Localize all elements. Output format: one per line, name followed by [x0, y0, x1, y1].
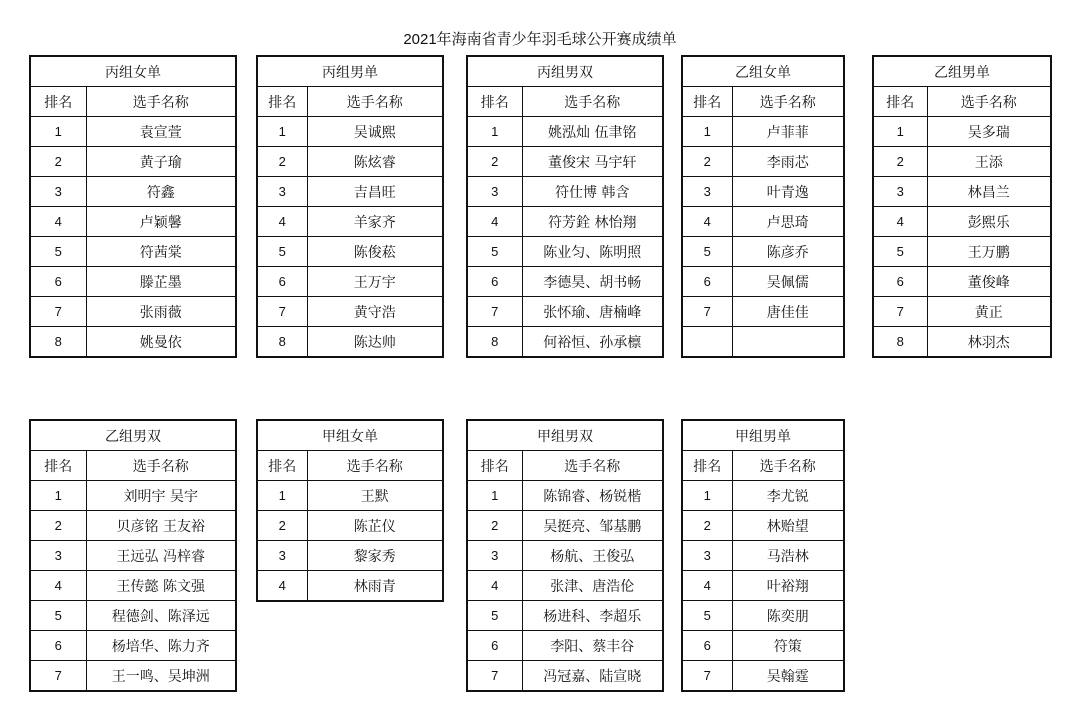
player-cell: 陈锦睿、杨锐楷 [522, 481, 663, 511]
rank-header: 排名 [30, 451, 86, 481]
rank-cell: 2 [257, 147, 307, 177]
player-cell: 姚曼依 [86, 327, 236, 358]
table-row [467, 631, 663, 661]
table-row [257, 571, 443, 602]
rank-cell: 4 [257, 571, 307, 602]
event-title-row [467, 420, 663, 451]
rank-cell: 6 [682, 267, 732, 297]
rank-cell: 6 [467, 267, 522, 297]
column-header-row [682, 87, 844, 117]
table-row [257, 297, 443, 327]
rank-cell: 6 [873, 267, 927, 297]
player-cell: 王万鹏 [927, 237, 1051, 267]
rank-cell: 8 [30, 327, 86, 358]
rank-cell: 5 [30, 237, 86, 267]
player-header: 选手名称 [522, 87, 663, 117]
rank-cell: 8 [467, 327, 522, 358]
table-row [30, 147, 236, 177]
table-row [30, 541, 236, 571]
player-cell: 吴诚熙 [307, 117, 443, 147]
rank-header: 排名 [682, 87, 732, 117]
player-cell: 叶裕翔 [732, 571, 844, 601]
table-row [30, 237, 236, 267]
player-header: 选手名称 [522, 451, 663, 481]
player-cell: 李雨芯 [732, 147, 844, 177]
event-title-row [257, 420, 443, 451]
rank-cell: 1 [682, 481, 732, 511]
table-row [467, 481, 663, 511]
player-header: 选手名称 [732, 451, 844, 481]
table-row [467, 571, 663, 601]
event-name: 乙组男双 [30, 420, 236, 451]
table-row [467, 541, 663, 571]
rank-cell: 4 [30, 571, 86, 601]
event-title-row [30, 56, 236, 87]
table-row [467, 327, 663, 358]
event-name: 甲组男单 [682, 420, 844, 451]
table-row [682, 267, 844, 297]
table-row [257, 267, 443, 297]
table-row [467, 267, 663, 297]
table-row [30, 177, 236, 207]
rank-cell: 1 [30, 117, 86, 147]
table-row [257, 327, 443, 358]
rank-cell: 1 [30, 481, 86, 511]
player-header: 选手名称 [86, 87, 236, 117]
player-cell: 王一鸣、吴坤洲 [86, 661, 236, 692]
player-cell: 董俊宋 马宇轩 [522, 147, 663, 177]
player-cell: 唐佳佳 [732, 297, 844, 327]
rank-cell: 5 [467, 601, 522, 631]
table-row [467, 511, 663, 541]
player-cell: 杨培华、陈力齐 [86, 631, 236, 661]
event-table [681, 55, 845, 358]
rank-cell: 3 [873, 177, 927, 207]
rank-header: 排名 [467, 87, 522, 117]
rank-header: 排名 [682, 451, 732, 481]
rank-cell: 5 [682, 601, 732, 631]
table-row [682, 571, 844, 601]
table-row [682, 631, 844, 661]
rank-cell: 1 [873, 117, 927, 147]
player-header: 选手名称 [307, 87, 443, 117]
table-row [873, 117, 1051, 147]
event-title-row [682, 420, 844, 451]
player-cell: 姚泓灿 伍聿铭 [522, 117, 663, 147]
player-cell: 杨进科、李超乐 [522, 601, 663, 631]
player-cell: 陈业匀、陈明照 [522, 237, 663, 267]
table-row [873, 297, 1051, 327]
rank-cell: 3 [467, 541, 522, 571]
rank-cell: 4 [873, 207, 927, 237]
event-name: 丙组男单 [257, 56, 443, 87]
table-row [682, 147, 844, 177]
document-title: 2021年海南省青少年羽毛球公开赛成绩单 [403, 31, 677, 48]
column-header-row [257, 87, 443, 117]
player-cell: 王远弘 冯梓睿 [86, 541, 236, 571]
player-cell: 林贻望 [732, 511, 844, 541]
rank-cell: 2 [30, 147, 86, 177]
player-cell: 林昌兰 [927, 177, 1051, 207]
player-header: 选手名称 [927, 87, 1051, 117]
event-name: 乙组男单 [873, 56, 1051, 87]
player-cell: 陈彦乔 [732, 237, 844, 267]
column-header-row [682, 451, 844, 481]
rank-cell: 3 [30, 541, 86, 571]
player-cell: 王传懿 陈文强 [86, 571, 236, 601]
rank-cell: 4 [257, 207, 307, 237]
player-cell: 王添 [927, 147, 1051, 177]
table-row [682, 237, 844, 267]
player-cell: 符茜棠 [86, 237, 236, 267]
player-header: 选手名称 [86, 451, 236, 481]
table-row [682, 511, 844, 541]
table-row [873, 237, 1051, 267]
event-title-row [30, 420, 236, 451]
rank-header: 排名 [467, 451, 522, 481]
player-cell: 羊家齐 [307, 207, 443, 237]
player-cell: 滕芷墨 [86, 267, 236, 297]
table-row [467, 601, 663, 631]
event-title-row [682, 56, 844, 87]
rank-cell: 6 [257, 267, 307, 297]
event-table [466, 55, 664, 358]
rank-header: 排名 [257, 451, 307, 481]
table-row [30, 601, 236, 631]
player-cell: 彭熙乐 [927, 207, 1051, 237]
rank-cell: 8 [873, 327, 927, 358]
player-cell: 李德昊、胡书畅 [522, 267, 663, 297]
column-header-row [30, 87, 236, 117]
event-table [29, 55, 237, 358]
rank-cell: 6 [682, 631, 732, 661]
column-header-row [467, 87, 663, 117]
table-row [257, 207, 443, 237]
player-cell: 林雨青 [307, 571, 443, 602]
rank-cell: 4 [682, 207, 732, 237]
rank-cell: 1 [467, 481, 522, 511]
player-cell: 卢思琦 [732, 207, 844, 237]
player-cell: 黎家秀 [307, 541, 443, 571]
rank-cell: 6 [30, 631, 86, 661]
player-cell: 陈芷仪 [307, 511, 443, 541]
player-cell: 王默 [307, 481, 443, 511]
player-cell: 李尤锐 [732, 481, 844, 511]
player-cell: 刘明宇 吴宇 [86, 481, 236, 511]
table-row [467, 237, 663, 267]
rank-cell: 2 [467, 511, 522, 541]
table-row [30, 117, 236, 147]
table-row [873, 267, 1051, 297]
player-cell: 吴翰霆 [732, 661, 844, 692]
table-row [682, 481, 844, 511]
table-row [30, 481, 236, 511]
table-row [682, 541, 844, 571]
rank-cell: 1 [467, 117, 522, 147]
table-row [873, 327, 1051, 358]
table-row [257, 481, 443, 511]
rank-cell: 1 [682, 117, 732, 147]
rank-cell: 2 [467, 147, 522, 177]
rank-cell: 3 [257, 177, 307, 207]
rank-cell: 2 [873, 147, 927, 177]
player-cell: 卢颖馨 [86, 207, 236, 237]
rank-cell: 7 [873, 297, 927, 327]
player-cell: 袁宣萱 [86, 117, 236, 147]
table-row [257, 147, 443, 177]
player-cell: 张雨薇 [86, 297, 236, 327]
column-header-row [467, 451, 663, 481]
player-cell: 黄子瑜 [86, 147, 236, 177]
event-title-row [873, 56, 1051, 87]
event-table [872, 55, 1052, 358]
rank-cell: 2 [682, 147, 732, 177]
rank-cell: 7 [682, 661, 732, 692]
rank-header: 排名 [873, 87, 927, 117]
table-row [682, 177, 844, 207]
rank-cell: 5 [682, 237, 732, 267]
player-cell: 陈达帅 [307, 327, 443, 358]
rank-cell: 5 [467, 237, 522, 267]
player-cell: 马浩林 [732, 541, 844, 571]
event-title-row [257, 56, 443, 87]
table-row [257, 177, 443, 207]
rank-cell: 7 [467, 297, 522, 327]
table-row [257, 511, 443, 541]
rank-cell: 7 [257, 297, 307, 327]
table-row [30, 297, 236, 327]
rank-cell: 2 [257, 511, 307, 541]
table-row [467, 207, 663, 237]
player-cell: 符鑫 [86, 177, 236, 207]
player-cell: 叶青逸 [732, 177, 844, 207]
player-cell: 张津、唐浩伦 [522, 571, 663, 601]
table-row [682, 297, 844, 327]
event-name: 甲组女单 [257, 420, 443, 451]
table-row [873, 207, 1051, 237]
table-row [467, 117, 663, 147]
event-title-row [467, 56, 663, 87]
player-cell [732, 327, 844, 358]
table-row [682, 117, 844, 147]
rank-cell: 3 [30, 177, 86, 207]
rank-cell: 3 [682, 177, 732, 207]
player-cell: 林羽杰 [927, 327, 1051, 358]
player-cell: 李阳、蔡丰谷 [522, 631, 663, 661]
player-cell: 陈俊菘 [307, 237, 443, 267]
event-table [681, 419, 845, 692]
column-header-row [30, 451, 236, 481]
rank-cell: 5 [30, 601, 86, 631]
table-row [682, 327, 844, 358]
player-cell: 冯冠嘉、陆宣晓 [522, 661, 663, 692]
player-cell: 符仕博 韩含 [522, 177, 663, 207]
table-row [257, 117, 443, 147]
player-cell: 卢菲菲 [732, 117, 844, 147]
event-table [256, 55, 444, 358]
event-name: 甲组男双 [467, 420, 663, 451]
player-cell: 吴佩儒 [732, 267, 844, 297]
player-cell: 何裕恒、孙承檩 [522, 327, 663, 358]
rank-cell: 1 [257, 117, 307, 147]
player-header: 选手名称 [307, 451, 443, 481]
rank-cell: 1 [257, 481, 307, 511]
rank-cell: 4 [467, 207, 522, 237]
event-name: 丙组女单 [30, 56, 236, 87]
table-row [467, 661, 663, 692]
rank-cell: 6 [467, 631, 522, 661]
event-table [466, 419, 664, 692]
rank-cell: 7 [682, 297, 732, 327]
table-row [682, 207, 844, 237]
rank-cell: 8 [257, 327, 307, 358]
player-cell: 杨航、王俊弘 [522, 541, 663, 571]
rank-cell: 2 [30, 511, 86, 541]
rank-cell: 7 [467, 661, 522, 692]
table-row [30, 661, 236, 692]
player-cell: 程德剑、陈泽远 [86, 601, 236, 631]
rank-cell: 4 [682, 571, 732, 601]
player-cell: 张怀瑜、唐楠峰 [522, 297, 663, 327]
rank-cell: 4 [30, 207, 86, 237]
table-row [30, 631, 236, 661]
rank-cell: 3 [467, 177, 522, 207]
table-row [682, 661, 844, 692]
event-name: 乙组女单 [682, 56, 844, 87]
rank-cell: 5 [873, 237, 927, 267]
table-row [30, 511, 236, 541]
table-row [873, 147, 1051, 177]
column-header-row [873, 87, 1051, 117]
player-cell: 贝彦铭 王友裕 [86, 511, 236, 541]
table-row [873, 177, 1051, 207]
player-cell: 吴多瑞 [927, 117, 1051, 147]
rank-cell: 7 [30, 297, 86, 327]
rank-cell [682, 327, 732, 358]
event-table [29, 419, 237, 692]
rank-cell: 6 [30, 267, 86, 297]
table-row [30, 571, 236, 601]
rank-cell: 4 [467, 571, 522, 601]
player-cell: 符策 [732, 631, 844, 661]
rank-header: 排名 [30, 87, 86, 117]
table-row [257, 237, 443, 267]
table-row [467, 177, 663, 207]
player-cell: 黄正 [927, 297, 1051, 327]
table-row [467, 147, 663, 177]
player-header: 选手名称 [732, 87, 844, 117]
table-row [467, 297, 663, 327]
player-cell: 陈炫睿 [307, 147, 443, 177]
table-row [30, 267, 236, 297]
player-cell: 董俊峰 [927, 267, 1051, 297]
event-table [256, 419, 444, 602]
event-name: 丙组男双 [467, 56, 663, 87]
rank-header: 排名 [257, 87, 307, 117]
player-cell: 王万宇 [307, 267, 443, 297]
player-cell: 陈奕朋 [732, 601, 844, 631]
rank-cell: 5 [257, 237, 307, 267]
rank-cell: 3 [257, 541, 307, 571]
table-row [30, 207, 236, 237]
rank-cell: 2 [682, 511, 732, 541]
table-row [257, 541, 443, 571]
table-row [30, 327, 236, 358]
player-cell: 吴挺亮、邹基鹏 [522, 511, 663, 541]
player-cell: 符芳銓 林怡翔 [522, 207, 663, 237]
column-header-row [257, 451, 443, 481]
rank-cell: 3 [682, 541, 732, 571]
table-row [682, 601, 844, 631]
rank-cell: 7 [30, 661, 86, 692]
player-cell: 吉昌旺 [307, 177, 443, 207]
player-cell: 黄守浩 [307, 297, 443, 327]
